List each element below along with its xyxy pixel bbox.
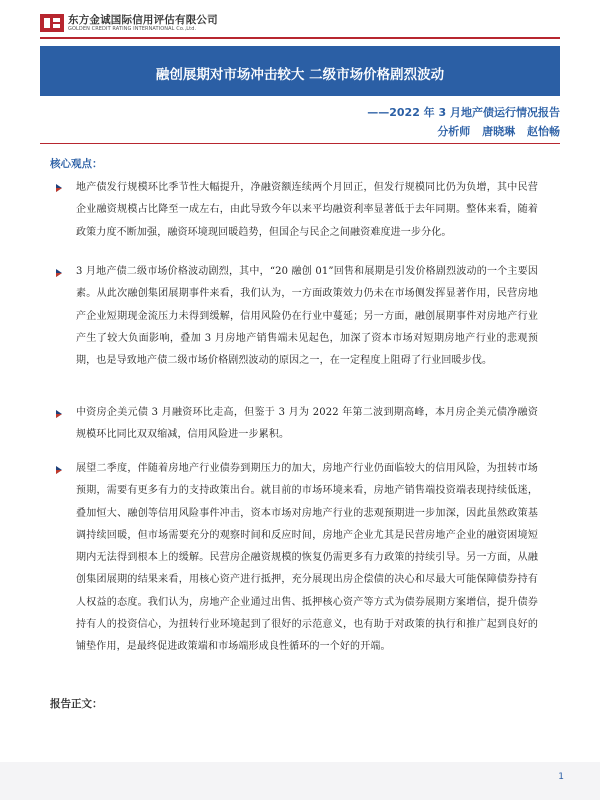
key-points-heading: 核心观点： (50, 158, 103, 170)
arrow-bullet-icon (56, 410, 62, 418)
company-logo-mark-icon (40, 12, 66, 34)
company-logo (40, 10, 340, 38)
analyst-name: 唐晓琳 (482, 125, 516, 138)
header-rule (40, 37, 560, 39)
key-point-paragraph: 展望二季度，伴随着房地产行业债券到期压力的加大，房地产行业仍面临较大的信用风险，为扭转市场预期，需要有更多有力的支持政策出台。就目前的市场环境来看，房地产销售端投资端表现持续低迷，叠加恒大、融创等信用风险事件冲击，资本市场对房地产行业的悲观预期进一步加深，因此虽然政策基调持续回暖，但市场需要充分的观察时间和反应时间，房地产企业尤其是民营房地产企业的融资困境短期内无法得到根本上的缓解。民营房企融资规模的恢复仍需更多有力政策的持续引导。另一方面，从融创集团展期的结果来看，用核心资产进行抵押，充分展现出房企偿债的决心和尽最大可能保障债券持有人权益的态度。我们认为，房地产企业通过出售、抵押核心资产等方式为债券展期方案增信，提升债券持有人的投资信心，为扭转行业环境起到了很好的示范意义，也有助于对政策的执行和推广起到良好的铺垫作用，是最终促进政策端和市场端形成良性循环的一个好的开端。 (76, 463, 538, 653)
page-number: 1 (558, 772, 564, 782)
arrow-bullet-icon (56, 466, 62, 474)
key-point-paragraph: 中资房企美元债 3 月融资环比走高，但鉴于 3 月为 2022 年第二波到期高峰，本月房企美元债净融资规模环比同比双双缩减，信用风险进一步累积。 (76, 407, 538, 441)
arrow-bullet-icon (56, 184, 62, 192)
title-banner (40, 46, 560, 96)
key-point-paragraph: 地产债发行规模环比季节性大幅提升，净融资额连续两个月回正，但发行规模同比仍为负增，其中民营企业融资规模占比降至一成左右，由此导致今年以来平均融资利率显著低于去年同期。整体来看，随着政策力度不断加强，融资环境现回暖趋势，但国企与民企之间融资难度进一步分化。 (76, 182, 538, 238)
company-name-en: GOLDEN CREDIT RATING INTERNATIONAL Co.,Ltd. (68, 26, 197, 32)
report-subtitle: ——2022 年 3 月地产债运行情况报告 (367, 106, 560, 119)
report-body-heading: 报告正文： (50, 698, 103, 710)
company-name-cn: 东方金诚国际信用评估有限公司 (68, 14, 218, 26)
key-point-paragraph: 3 月地产债二级市场价格波动剧烈，其中，“20 融创 01”回售和展期是引发价格剧烈波动的一个主要因素。从此次融创集团展期事件来看，我们认为，一方面政策效力仍未在市场侧发挥显著作用，民营房地产企业短期现金流压力未得到缓解，信用风险仍在行业中蔓延；另一方面，融创展期事件对房地产行业产生了较大负面影响，叠加 3 月房地产销售端未见起色，加深了资本市场对短期房地产行业的悲观预期，也是导致地产债二级市场价格剧烈波动的原因之一，在一定程度上阻碍了行业回暖步伐。 (76, 266, 538, 367)
analyst-name: 赵怡畅 (527, 125, 560, 138)
page-footer (0, 762, 600, 800)
report-title: 融创展期对市场冲击较大 二级市场价格剧烈波动 (155, 67, 445, 83)
analyst-line (437, 123, 560, 139)
analyst-label: 分析师 (437, 125, 471, 138)
arrow-bullet-icon (56, 269, 62, 277)
section-divider (40, 143, 560, 144)
